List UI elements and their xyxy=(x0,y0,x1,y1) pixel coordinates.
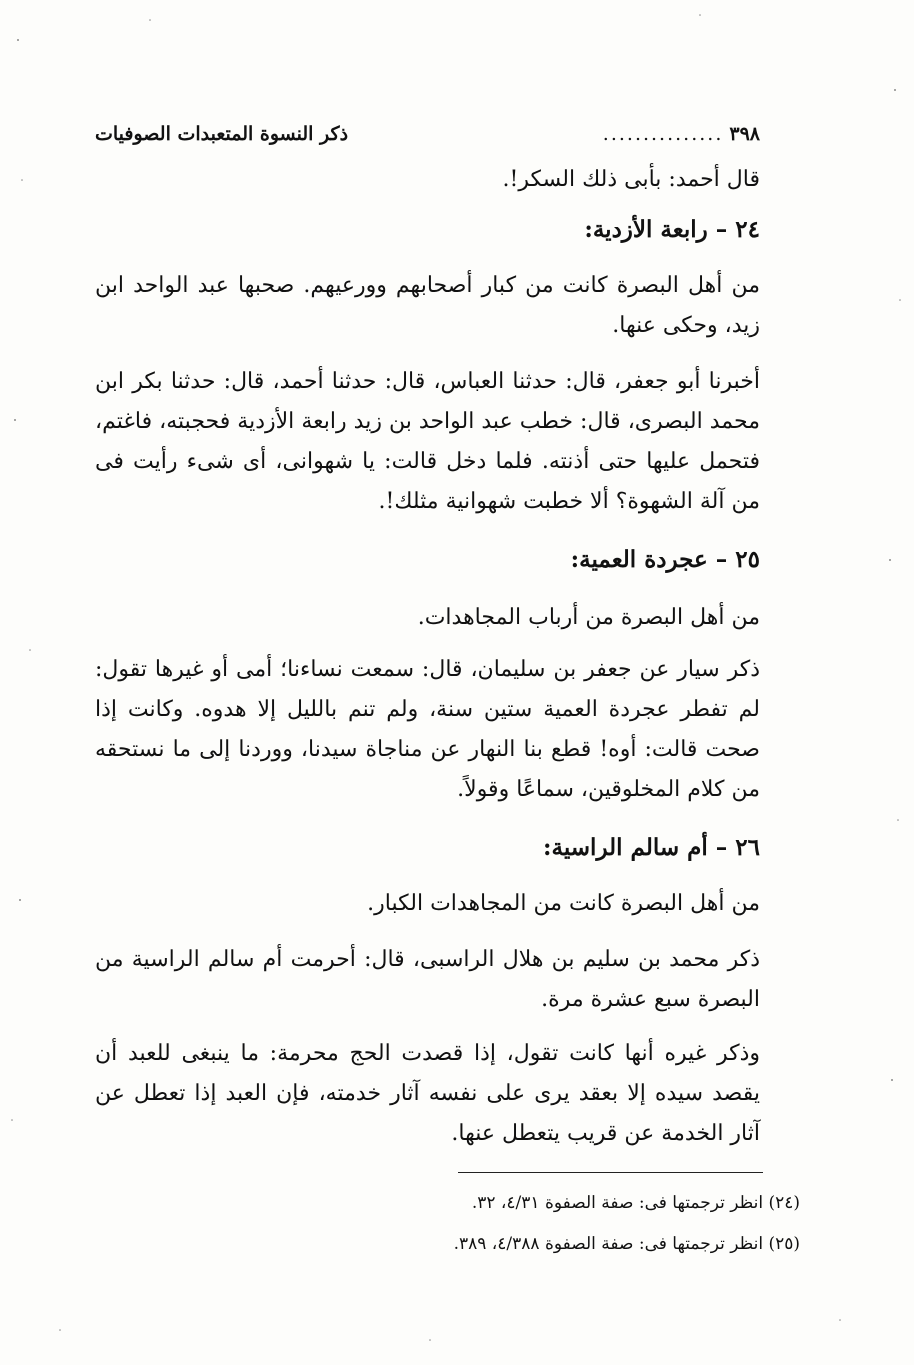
paragraph-26-narration: ذكر محمد بن سليم بن هلال الراسبى، قال: أحرمت أم سالم الراسية من البصرة سبع عشرة مرة. xyxy=(95,947,760,1012)
section-heading-26: ٢٦ – أم سالم الراسية: xyxy=(543,834,760,861)
paragraph-24-narration: أخبرنا أبو جعفر، قال: حدثنا العباس، قال: حدثنا أحمد، قال: حدثنا بكر ابن محمد البصرى، قال: خطب عبد الواحد بن زيد رابعة الأزدية فحجبته، فاغتم، فتحمل عليها حتى أذنته. فلما دخل قالت: يا شهوانى، أى شىء رأيت فى من آلة الشهوة؟ ألا خطبت شهوانية مثلك!. xyxy=(95,369,760,514)
section-heading-25: ٢٥ – عجردة العمية: xyxy=(570,546,760,573)
paragraph-26-saying: وذكر غيره أنها كانت تقول، إذا قصدت الحج محرمة: ما ينبغى للعبد أن يقصد سيده إلا بعقد يرى على نفسه آثار خدمته، فإن العبد إذا تعطل عن آثار الخدمة عن قريب يتعطل عنها. xyxy=(95,1041,760,1146)
running-title: ذكر النسوة المتعبدات الصوفيات xyxy=(95,123,349,145)
paragraph-24-bio: من أهل البصرة كانت من كبار أصحابهم وورعيهم. صحبها عبد الواحد ابن زيد، وحكى عنها. xyxy=(95,273,760,338)
paragraph-25-bio: من أهل البصرة من أرباب المجاهدات. xyxy=(417,605,760,630)
footnote-24: (٢٤) انظر ترجمتها فى: صفة الصفوة ٤/٣١، ٣٢. xyxy=(471,1193,800,1213)
section-heading-24: ٢٤ – رابعة الأزدية: xyxy=(584,216,760,243)
paragraph-25-narration: ذكر سيار عن جعفر بن سليمان، قال: سمعت نساءنا؛ أمى أو غيرها تقول: لم تفطر عجردة العمية ستين سنة، ولم تنم بالليل إلا هدوه. وكانت إذا صحت قالت: أوه! قطع بنا النهار عن مناجاة سيدنا، ووردنا إلى ما نستحقه من كلام المخلوقين، سماعًا وقولاً. xyxy=(95,657,760,802)
intro-line: قال أحمد: بأبى ذلك السكر!. xyxy=(502,167,760,192)
page-header xyxy=(95,116,760,152)
footnote-25: (٢٥) انظر ترجمتها فى: صفة الصفوة ٤/٣٨٨، ٣٨٩. xyxy=(453,1234,800,1254)
paragraph-26-bio: من أهل البصرة كانت من المجاهدات الكبار. xyxy=(367,891,760,916)
header-leader-dots: ............... xyxy=(602,123,724,145)
page-number: ٣٩٨ xyxy=(729,123,760,145)
footnote-separator xyxy=(458,1172,763,1173)
